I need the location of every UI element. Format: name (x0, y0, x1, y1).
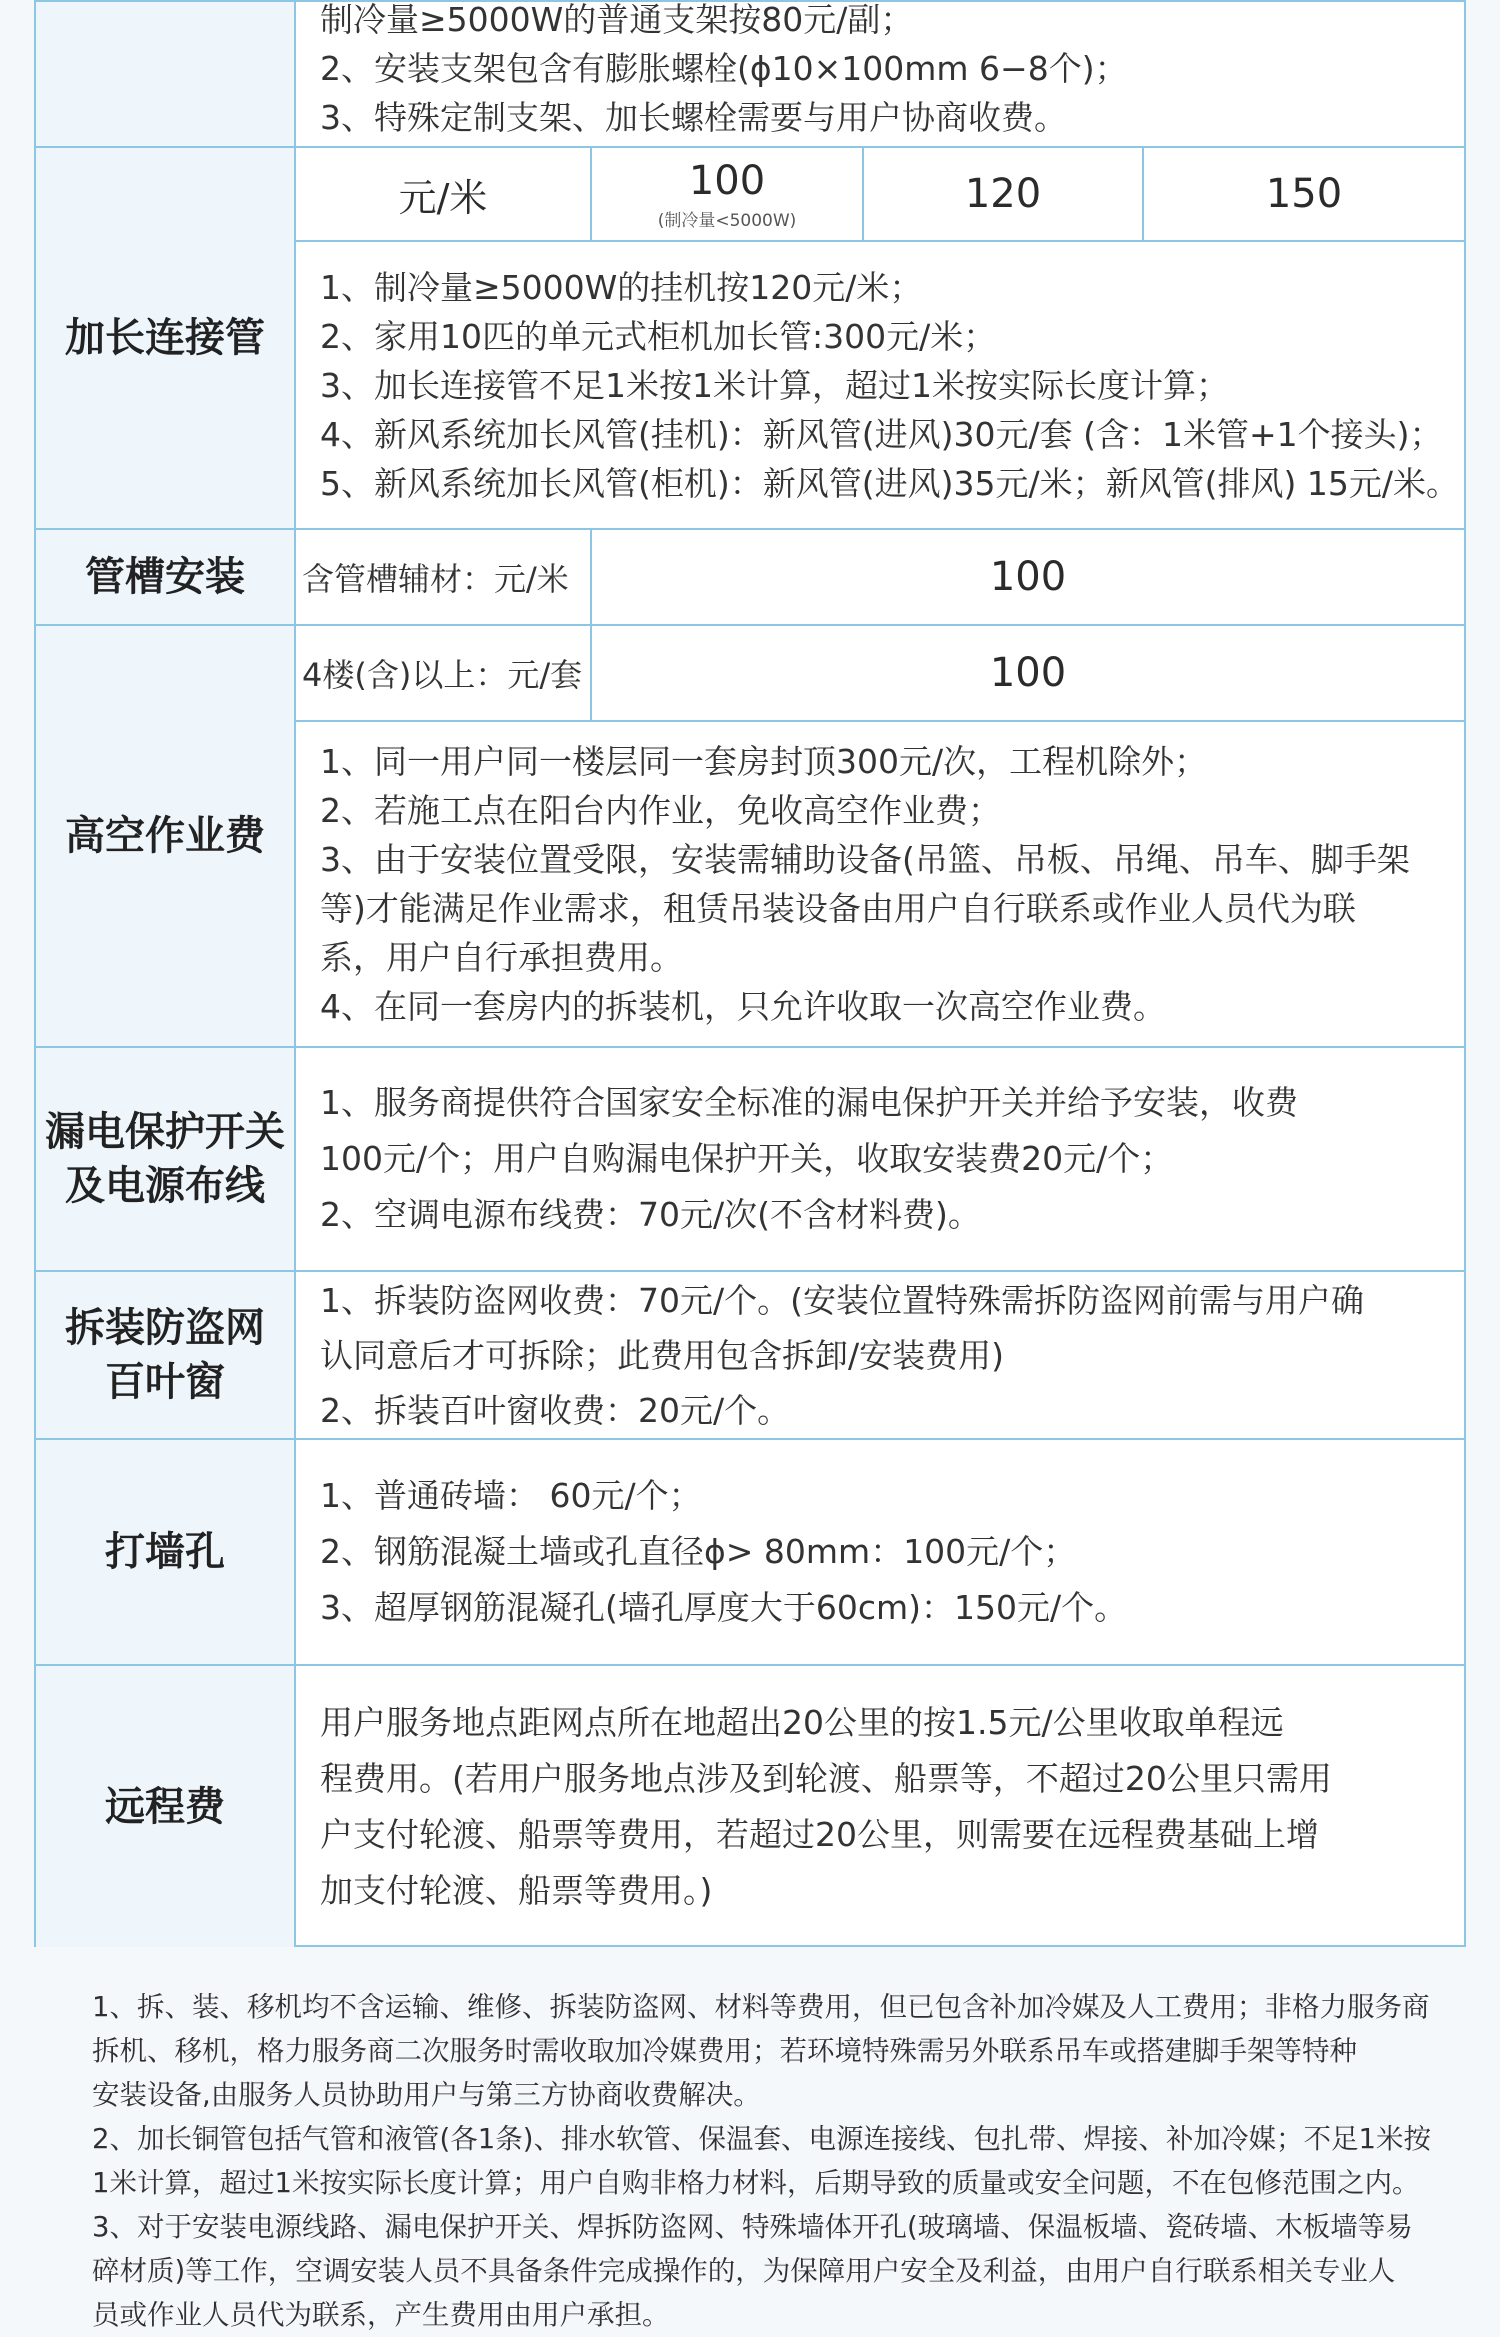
note-line: 2、若施工点在阳台内作业，免收高空作业费； (320, 791, 1001, 830)
leakage-notes-text (320, 1075, 1298, 1243)
trunking-unit (296, 530, 592, 626)
footnote-line: 碎材质)等工作，空调安装人员不具备条件完成操作的，为保障用户安全及利益，由用户自行联系相关专业人 (92, 2255, 1396, 2287)
trunking-heading (36, 530, 296, 626)
note-line: 2、空调电源布线费：70元/次(不含材料费)。 (320, 1195, 981, 1234)
antitheft-heading (36, 1272, 296, 1440)
remote-heading (36, 1666, 296, 1947)
price-cell-large (1144, 148, 1466, 242)
high-altitude-unit (296, 626, 592, 722)
trunking-price (592, 530, 1466, 626)
note-line: 5、新风系统加长风管(柜机)：新风管(进风)35元/米；新风管(排风) 15元/米。 (320, 463, 1459, 503)
note-line: 用户服务地点距网点所在地超出20公里的按1.5元/公里收取单程远 (320, 1702, 1284, 1742)
note-line: 加支付轮渡、船票等费用。) (320, 1870, 713, 1910)
note-line: 100元/个；用户自购漏电保护开关，收取安装费20元/个； (320, 1139, 1174, 1178)
note-line: 3、由于安装位置受限，安装需辅助设备(吊篮、吊板、吊绳、吊车、脚手架 (320, 840, 1410, 879)
price-value: 100 (688, 157, 766, 204)
note-line: 1、服务商提供符合国家安全标准的漏电保护开关并给予安装，收费 (320, 1083, 1298, 1122)
bracket-note-line: 2、安装支架包含有膨胀螺栓(ϕ10×100mm 6−8个)； (320, 49, 1128, 88)
wall-hole-heading (36, 1440, 296, 1666)
bracket-note-line: 3、特殊定制支架、加长螺栓需要与用户协商收费。 (320, 98, 1067, 137)
note-line: 1、普通砖墙： 60元/个； (320, 1476, 702, 1515)
extension-pipe-heading (36, 148, 296, 530)
note-line: 2、家用10匹的单元式柜机加长管:300元/米； (320, 316, 997, 356)
trunking-title: 管槽安装 (85, 554, 245, 600)
wall-hole-title: 打墙孔 (105, 1529, 225, 1575)
note-line: 认同意后才可拆除；此费用包含拆卸/安装费用) (320, 1335, 1004, 1375)
remote-title: 远程费 (105, 1783, 225, 1830)
footnote-line: 安装设备,由服务人员协助用户与第三方协商收费解决。 (92, 2079, 761, 2111)
price-value: 150 (1265, 171, 1343, 217)
note-line: 户支付轮渡、船票等费用，若超过20公里，则需要在远程费基础上增 (320, 1814, 1319, 1854)
antitheft-notes (296, 1272, 1466, 1440)
leakage-notes (296, 1048, 1466, 1272)
high-altitude-notes (296, 722, 1466, 1048)
wall-hole-notes (296, 1440, 1466, 1666)
top-head-cell (36, 2, 296, 148)
leakage-heading (36, 1048, 296, 1272)
high-altitude-notes-text (320, 737, 1410, 1031)
note-line: 系，用户自行承担费用。 (320, 938, 683, 977)
note-line: 等)才能满足作业需求，租赁吊装设备由用户自行联系或作业人员代为联 (320, 889, 1356, 928)
footnote-line: 1、拆、装、移机均不含运输、维修、拆装防盗网、材料等费用，但已包含补加冷媒及人工费用；非格力服务商 (92, 1991, 1430, 2023)
price-value: 100 (989, 650, 1067, 696)
footnote-line: 2、加长铜管包括气管和液管(各1条)、排水软管、保温套、电源连接线、包扎带、焊接、补加冷媒；不足1米按 (92, 2123, 1431, 2155)
leakage-title-line: 及电源布线 (65, 1163, 265, 1209)
price-value: 100 (989, 554, 1067, 600)
extension-pipe-unit-text: 元/米 (398, 175, 488, 220)
remote-notes (296, 1666, 1466, 1947)
antitheft-title-line: 拆装防盗网 (65, 1305, 265, 1351)
note-line: 1、同一用户同一楼层同一套房封顶300元/次，工程机除外； (320, 742, 1208, 781)
footnote-line: 1米计算，超过1米按实际长度计算；用户自购非格力材料，后期导致的质量或安全问题，不在包修范围之内。 (92, 2167, 1420, 2199)
bracket-note-line: 制冷量≥5000W的普通支架按80元/副； (320, 0, 914, 39)
note-line: 4、新风系统加长风管(挂机)：新风管(进风)30元/套 (含：1米管+1个接头)； (320, 414, 1443, 454)
high-altitude-price (592, 626, 1466, 722)
trunking-unit-text: 含管槽辅材：元/米 (302, 560, 569, 598)
remote-notes-text (320, 1695, 1332, 1919)
note-line: 3、超厚钢筋混凝孔(墙孔厚度大于60cm)：150元/个。 (320, 1588, 1128, 1627)
price-note: (制冷量<5000W) (657, 210, 797, 231)
price-cell-medium (864, 148, 1144, 242)
wall-hole-notes-text (320, 1468, 1127, 1636)
note-line: 程费用。(若用户服务地点涉及到轮渡、船票等，不超过20公里只需用 (320, 1758, 1332, 1798)
price-cell-small (592, 148, 864, 242)
high-altitude-unit-text: 4楼(含)以上：元/套 (302, 656, 583, 694)
extension-pipe-unit (296, 148, 592, 242)
extension-pipe-notes (296, 242, 1466, 530)
high-altitude-heading (36, 626, 296, 1048)
high-altitude-title: 高空作业费 (65, 813, 265, 859)
footnote-line: 员或作业人员代为联系，产生费用由用户承担。 (92, 2299, 670, 2331)
footnote-line: 拆机、移机，格力服务商二次服务时需收取加冷媒费用；若环境特殊需另外联系吊车或搭建脚手架等特种 (92, 2035, 1357, 2067)
extension-pipe-title: 加长连接管 (65, 315, 265, 361)
bracket-notes-text (320, 0, 1128, 142)
footnotes (92, 1985, 1462, 2337)
footnote-line: 3、对于安装电源线路、漏电保护开关、焊拆防盗网、特殊墙体开孔(玻璃墙、保温板墙、瓷砖墙、木板墙等易 (92, 2211, 1413, 2243)
antitheft-title-line: 百叶窗 (105, 1359, 225, 1405)
price-value: 120 (964, 171, 1042, 217)
note-line: 2、钢筋混凝土墙或孔直径ϕ> 80mm：100元/个； (320, 1532, 1077, 1571)
note-line: 3、加长连接管不足1米按1米计算，超过1米按实际长度计算； (320, 365, 1229, 405)
fee-table (34, 0, 1466, 1947)
leakage-title-line: 漏电保护开关 (45, 1109, 285, 1155)
note-line: 2、拆装百叶窗收费：20元/个。 (320, 1390, 791, 1430)
note-line: 4、在同一套房内的拆装机，只允许收取一次高空作业费。 (320, 987, 1166, 1026)
note-line: 1、拆装防盗网收费：70元/个。(安装位置特殊需拆防盗网前需与用户确 (320, 1280, 1364, 1320)
bracket-notes (296, 2, 1466, 148)
extension-pipe-notes-text (320, 263, 1459, 508)
note-line: 1、制冷量≥5000W的挂机按120元/米； (320, 267, 923, 307)
antitheft-notes-text (320, 1273, 1364, 1438)
